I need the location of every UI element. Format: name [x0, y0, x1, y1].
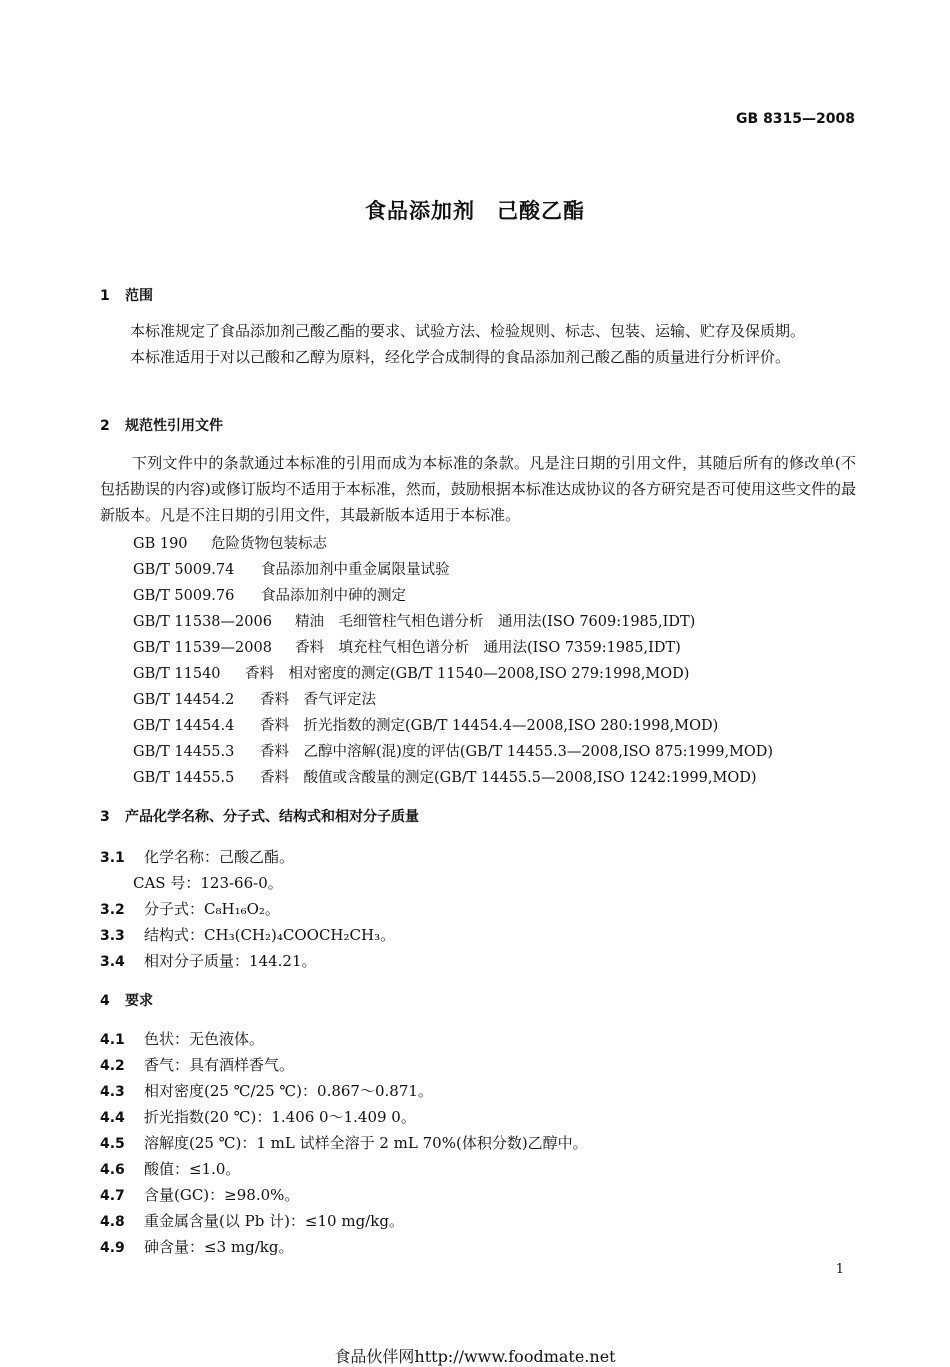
section-4-heading [100, 990, 153, 1010]
clause-number: 4.3 [100, 1084, 125, 1100]
clause-number: 3.2 [100, 902, 125, 918]
section-title: 范围 [125, 288, 153, 304]
clause-number: 4.8 [100, 1214, 125, 1230]
ref-title: 危险货物包装标志 [211, 536, 327, 552]
ref-item [133, 714, 718, 735]
clause-text: 相对密度(25 ℃/25 ℃)：0.867～0.871。 [144, 1082, 433, 1100]
clause-number: 4.1 [100, 1032, 125, 1048]
ref-item [133, 636, 681, 657]
ref-item [133, 740, 773, 761]
ref-code: GB/T 11540 [133, 666, 221, 682]
requirement-item [100, 1106, 416, 1127]
scope-paragraph-2: 本标准适用于对以己酸和乙醇为原料，经化学合成制得的食品添加剂己酸乙酯的质量进行分析评价。 [130, 348, 791, 366]
section-title: 规范性引用文件 [125, 418, 223, 434]
ref-title: 精油 毛细管柱气相色谱分析 通用法(ISO 7609:1985,IDT) [295, 614, 696, 630]
cas-number: CAS 号：123-66-0。 [133, 874, 283, 892]
ref-item [133, 662, 689, 683]
clause-number: 4.2 [100, 1058, 125, 1074]
requirement-item [100, 1132, 588, 1153]
clause-text: 相对分子质量：144.21。 [144, 952, 317, 970]
section-number: 1 [100, 288, 110, 304]
clause-text: 香气：具有酒样香气。 [144, 1056, 295, 1074]
footer-watermark[interactable]: 食品伙伴网http://www.foodmate.net [334, 1347, 616, 1366]
clause-label: 结构式： [144, 926, 205, 944]
ref-item [133, 584, 406, 605]
ref-title: 香料 折光指数的测定(GB/T 14454.4—2008,ISO 280:1998,MOD) [260, 718, 719, 734]
clause-text: 色状：无色液体。 [144, 1030, 265, 1048]
requirement-item [100, 1028, 264, 1049]
section-number: 3 [100, 809, 110, 825]
requirement-item [100, 1080, 433, 1101]
ref-title: 香料 相对密度的测定(GB/T 11540—2008,ISO 279:1998,MOD) [245, 666, 690, 682]
structural-formula: CH₃(CH₂)₄COOCH₂CH₃。 [204, 926, 396, 944]
clause-3-4 [100, 950, 317, 971]
clause-text: 酸值：≤1.0。 [144, 1160, 241, 1178]
requirement-item [100, 1184, 299, 1205]
ref-code: GB/T 14455.3 [133, 744, 235, 760]
section-2-heading [100, 415, 223, 435]
clause-text: 溶解度(25 ℃)：1 mL 试样全溶于 2 mL 70%(体积分数)乙醇中。 [144, 1134, 588, 1152]
ref-code: GB/T 14454.2 [133, 692, 235, 708]
clause-number: 4.4 [100, 1110, 125, 1126]
clause-number: 3.1 [100, 850, 125, 866]
requirement-item [100, 1054, 294, 1075]
clause-number: 4.9 [100, 1240, 125, 1256]
clause-text: 含量(GC)：≥98.0%。 [144, 1186, 300, 1204]
ref-title: 食品添加剂中重金属限量试验 [261, 562, 450, 578]
ref-title: 香料 填充柱气相色谱分析 通用法(ISO 7359:1985,IDT) [295, 640, 681, 656]
ref-code: GB/T 5009.76 [133, 588, 235, 604]
ref-item [133, 610, 695, 631]
scope-paragraph-1: 本标准规定了食品添加剂己酸乙酯的要求、试验方法、检验规则、标志、包装、运输、贮存及保质期。 [130, 322, 806, 340]
ref-item [133, 532, 327, 553]
page-number: 1 [835, 1262, 844, 1277]
clause-text: 折光指数(20 ℃)：1.406 0～1.409 0。 [144, 1108, 416, 1126]
section-3-heading [100, 806, 419, 826]
clause-number: 4.5 [100, 1136, 125, 1152]
clause-number: 4.6 [100, 1162, 125, 1178]
requirement-item [100, 1236, 293, 1257]
section-number: 2 [100, 418, 110, 434]
standard-number: GB 8315—2008 [736, 111, 855, 127]
ref-code: GB/T 11539—2008 [133, 640, 272, 656]
clause-number: 3.3 [100, 928, 125, 944]
ref-item [133, 558, 450, 579]
clause-label: 分子式： [144, 900, 205, 918]
section-number: 4 [100, 993, 110, 1009]
clause-3-3 [100, 924, 395, 945]
requirement-item [100, 1158, 240, 1179]
section-title: 产品化学名称、分子式、结构式和相对分子质量 [125, 809, 419, 825]
ref-code: GB/T 14454.4 [133, 718, 235, 734]
refs-intro-paragraph: 下列文件中的条款通过本标准的引用而成为本标准的条款。凡是注日期的引用文件，其随后所有的修改单(不包括勘误的内容)或修订版均不适用于本标准，然而，鼓励根据本标准达成协议的各方研究是否可使用这些文件的最新版本。凡是不注日期的引用文件，其最新版本适用于本标准。 [100, 454, 856, 524]
ref-title: 香料 酸值或含酸量的测定(GB/T 14455.5—2008,ISO 1242:1999,MOD) [260, 770, 757, 786]
ref-code: GB 190 [133, 536, 188, 552]
clause-text: 化学名称：己酸乙酯。 [144, 848, 295, 866]
clause-number: 4.7 [100, 1188, 125, 1204]
section-title: 要求 [125, 993, 153, 1009]
ref-title: 食品添加剂中砷的测定 [261, 588, 406, 604]
document-title: 食品添加剂 己酸乙酯 [365, 199, 585, 223]
ref-title: 香料 乙醇中溶解(混)度的评估(GB/T 14455.3—2008,ISO 875:1999,MOD) [260, 744, 774, 760]
clause-3-2 [100, 898, 280, 919]
clause-text: 砷含量：≤3 mg/kg。 [144, 1238, 294, 1256]
ref-code: GB/T 5009.74 [133, 562, 235, 578]
clause-3-1 [100, 846, 294, 867]
clause-number: 3.4 [100, 954, 125, 970]
ref-code: GB/T 14455.5 [133, 770, 235, 786]
requirement-item [100, 1210, 404, 1231]
ref-item [133, 766, 757, 787]
molecular-formula: C₈H₁₆O₂。 [204, 900, 280, 918]
ref-code: GB/T 11538—2006 [133, 614, 272, 630]
ref-title: 香料 香气评定法 [260, 692, 376, 708]
clause-text: 重金属含量(以 Pb 计)：≤10 mg/kg。 [144, 1212, 404, 1230]
ref-item [133, 688, 376, 709]
section-1-heading [100, 285, 153, 305]
